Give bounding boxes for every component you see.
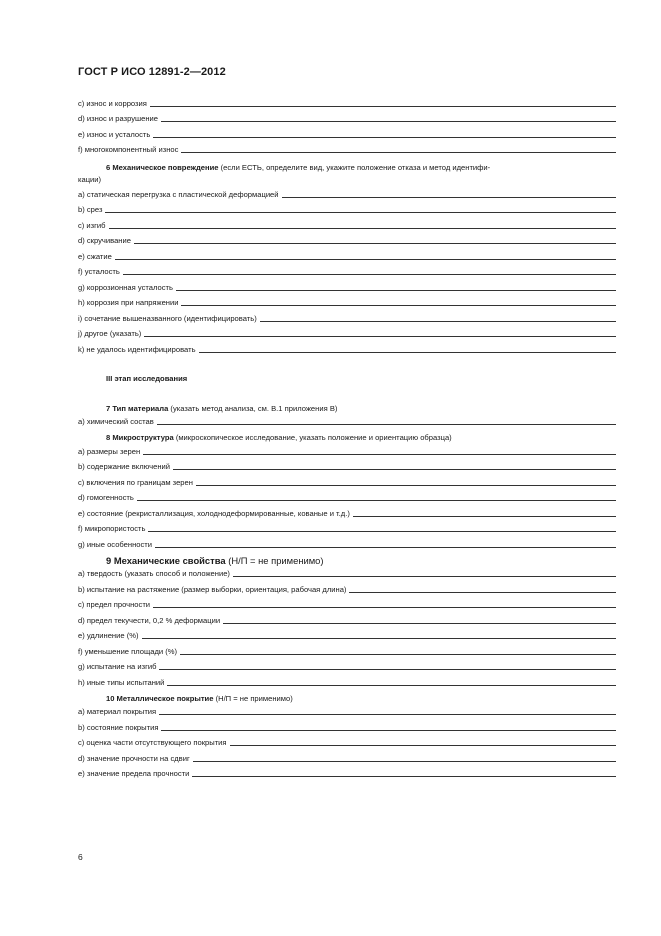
form-line[interactable]: e) износ и усталость [78, 123, 616, 139]
blank-line[interactable] [193, 761, 616, 762]
section-6-items [78, 183, 616, 354]
form-line[interactable]: c) включения по границам зерен [78, 471, 616, 487]
section-9-items [78, 563, 616, 687]
blank-line[interactable] [176, 290, 616, 291]
form-line[interactable]: k) не удалось идентифицировать [78, 338, 616, 354]
form-line[interactable]: c) изгиб [78, 214, 616, 230]
form-line[interactable]: a) твердость (указать способ и положение) [78, 563, 616, 579]
blank-line[interactable] [115, 259, 616, 260]
form-line[interactable]: a) химический состав [78, 411, 616, 427]
form-line[interactable]: f) усталость [78, 261, 616, 277]
blank-line[interactable] [137, 500, 616, 501]
form-line[interactable]: d) значение прочности на сдвиг [78, 747, 616, 763]
form-line[interactable]: f) микропористость [78, 518, 616, 534]
form-line[interactable]: f) многокомпонентный износ [78, 139, 616, 155]
blank-line[interactable] [173, 469, 616, 470]
blank-line[interactable] [181, 152, 616, 153]
blank-line[interactable] [349, 592, 616, 593]
blank-line[interactable] [199, 352, 616, 353]
blank-line[interactable] [157, 424, 616, 425]
blank-line[interactable] [123, 274, 616, 275]
blank-line[interactable] [159, 714, 616, 715]
form-line[interactable]: a) размеры зерен [78, 440, 616, 456]
form-line[interactable]: d) скручивание [78, 230, 616, 246]
blank-line[interactable] [159, 669, 616, 670]
page-number: 6 [78, 852, 83, 862]
form-line[interactable]: d) износ и разрушение [78, 108, 616, 124]
form-line[interactable]: c) предел прочности [78, 594, 616, 610]
form-line[interactable]: j) другое (указать) [78, 323, 616, 339]
blank-line[interactable] [153, 607, 616, 608]
form-content [78, 92, 616, 778]
blank-line[interactable] [134, 243, 616, 244]
blank-line[interactable] [230, 745, 616, 746]
blank-line[interactable] [150, 106, 616, 107]
blank-line[interactable] [109, 228, 616, 229]
blank-line[interactable] [153, 137, 616, 138]
section-8-items [78, 440, 616, 549]
blank-line[interactable] [155, 547, 616, 548]
blank-line[interactable] [353, 516, 616, 517]
blank-line[interactable] [223, 623, 616, 624]
form-line[interactable]: e) сжатие [78, 245, 616, 261]
blank-line[interactable] [161, 730, 616, 731]
form-line[interactable]: b) испытание на растяжение (размер выборки, ориентация, рабочая длина) [78, 578, 616, 594]
blank-line[interactable] [196, 485, 616, 486]
form-line[interactable]: h) коррозия при напряжении [78, 292, 616, 308]
form-line[interactable]: e) значение предела прочности [78, 763, 616, 779]
form-line[interactable]: b) содержание включений [78, 456, 616, 472]
form-line[interactable]: h) иные типы испытаний [78, 671, 616, 687]
blank-line[interactable] [143, 454, 616, 455]
blank-line[interactable] [192, 776, 616, 777]
section-10-items [78, 701, 616, 779]
blank-line[interactable] [161, 121, 616, 122]
blank-line[interactable] [181, 305, 616, 306]
section-8-heading: 8 Микроструктура (микроскопическое исследование, указать положение и ориентацию образца) [106, 433, 452, 442]
form-line[interactable]: c) оценка части отсутствующего покрытия [78, 732, 616, 748]
section-10-heading: 10 Металлическое покрытие (Н/П = не применимо) [106, 693, 293, 703]
form-line[interactable]: a) статическая перегрузка с пластической деформацией [78, 183, 616, 199]
section-6-heading-cont: кации) [78, 175, 102, 184]
blank-line[interactable] [167, 685, 616, 686]
blank-line[interactable] [282, 197, 616, 198]
section-9-heading: 9 Механические свойства (Н/П = не применимо) [106, 554, 324, 566]
blank-line[interactable] [144, 336, 616, 337]
blank-line[interactable] [148, 531, 616, 532]
form-line[interactable]: b) состояние покрытия [78, 716, 616, 732]
form-line[interactable]: a) материал покрытия [78, 701, 616, 717]
stage-3-heading: III этап исследования [106, 373, 188, 383]
form-line[interactable]: i) сочетание вышеназванного (идентифицировать) [78, 307, 616, 323]
top-items [78, 92, 616, 154]
form-line[interactable]: c) износ и коррозия [78, 92, 616, 108]
form-line[interactable]: b) срез [78, 199, 616, 215]
form-line[interactable]: e) состояние (рекристаллизация, холоднодеформированные, кованые и т.д.) [78, 502, 616, 518]
form-line[interactable]: g) коррозионная усталость [78, 276, 616, 292]
blank-line[interactable] [105, 212, 616, 213]
section-6-heading: 6 Механическое повреждение (если ЕСТЬ, определите вид, укажите положение отказа и метод идентифи- [106, 163, 491, 172]
blank-line[interactable] [233, 576, 616, 577]
form-line[interactable]: d) гомогенность [78, 487, 616, 503]
form-line[interactable]: e) удлинение (%) [78, 625, 616, 641]
form-line[interactable]: f) уменьшение площади (%) [78, 640, 616, 656]
form-line[interactable]: g) иные особенности [78, 533, 616, 549]
form-line[interactable]: d) предел текучести, 0,2 % деформации [78, 609, 616, 625]
form-line[interactable]: g) испытание на изгиб [78, 656, 616, 672]
blank-line[interactable] [142, 638, 616, 639]
document-header: ГОСТ Р ИСО 12891-2—2012 [78, 66, 226, 78]
section-7-heading: 7 Тип материала (указать метод анализа, см. В.1 приложения В) [106, 403, 338, 413]
blank-line[interactable] [260, 321, 616, 322]
blank-line[interactable] [180, 654, 616, 655]
